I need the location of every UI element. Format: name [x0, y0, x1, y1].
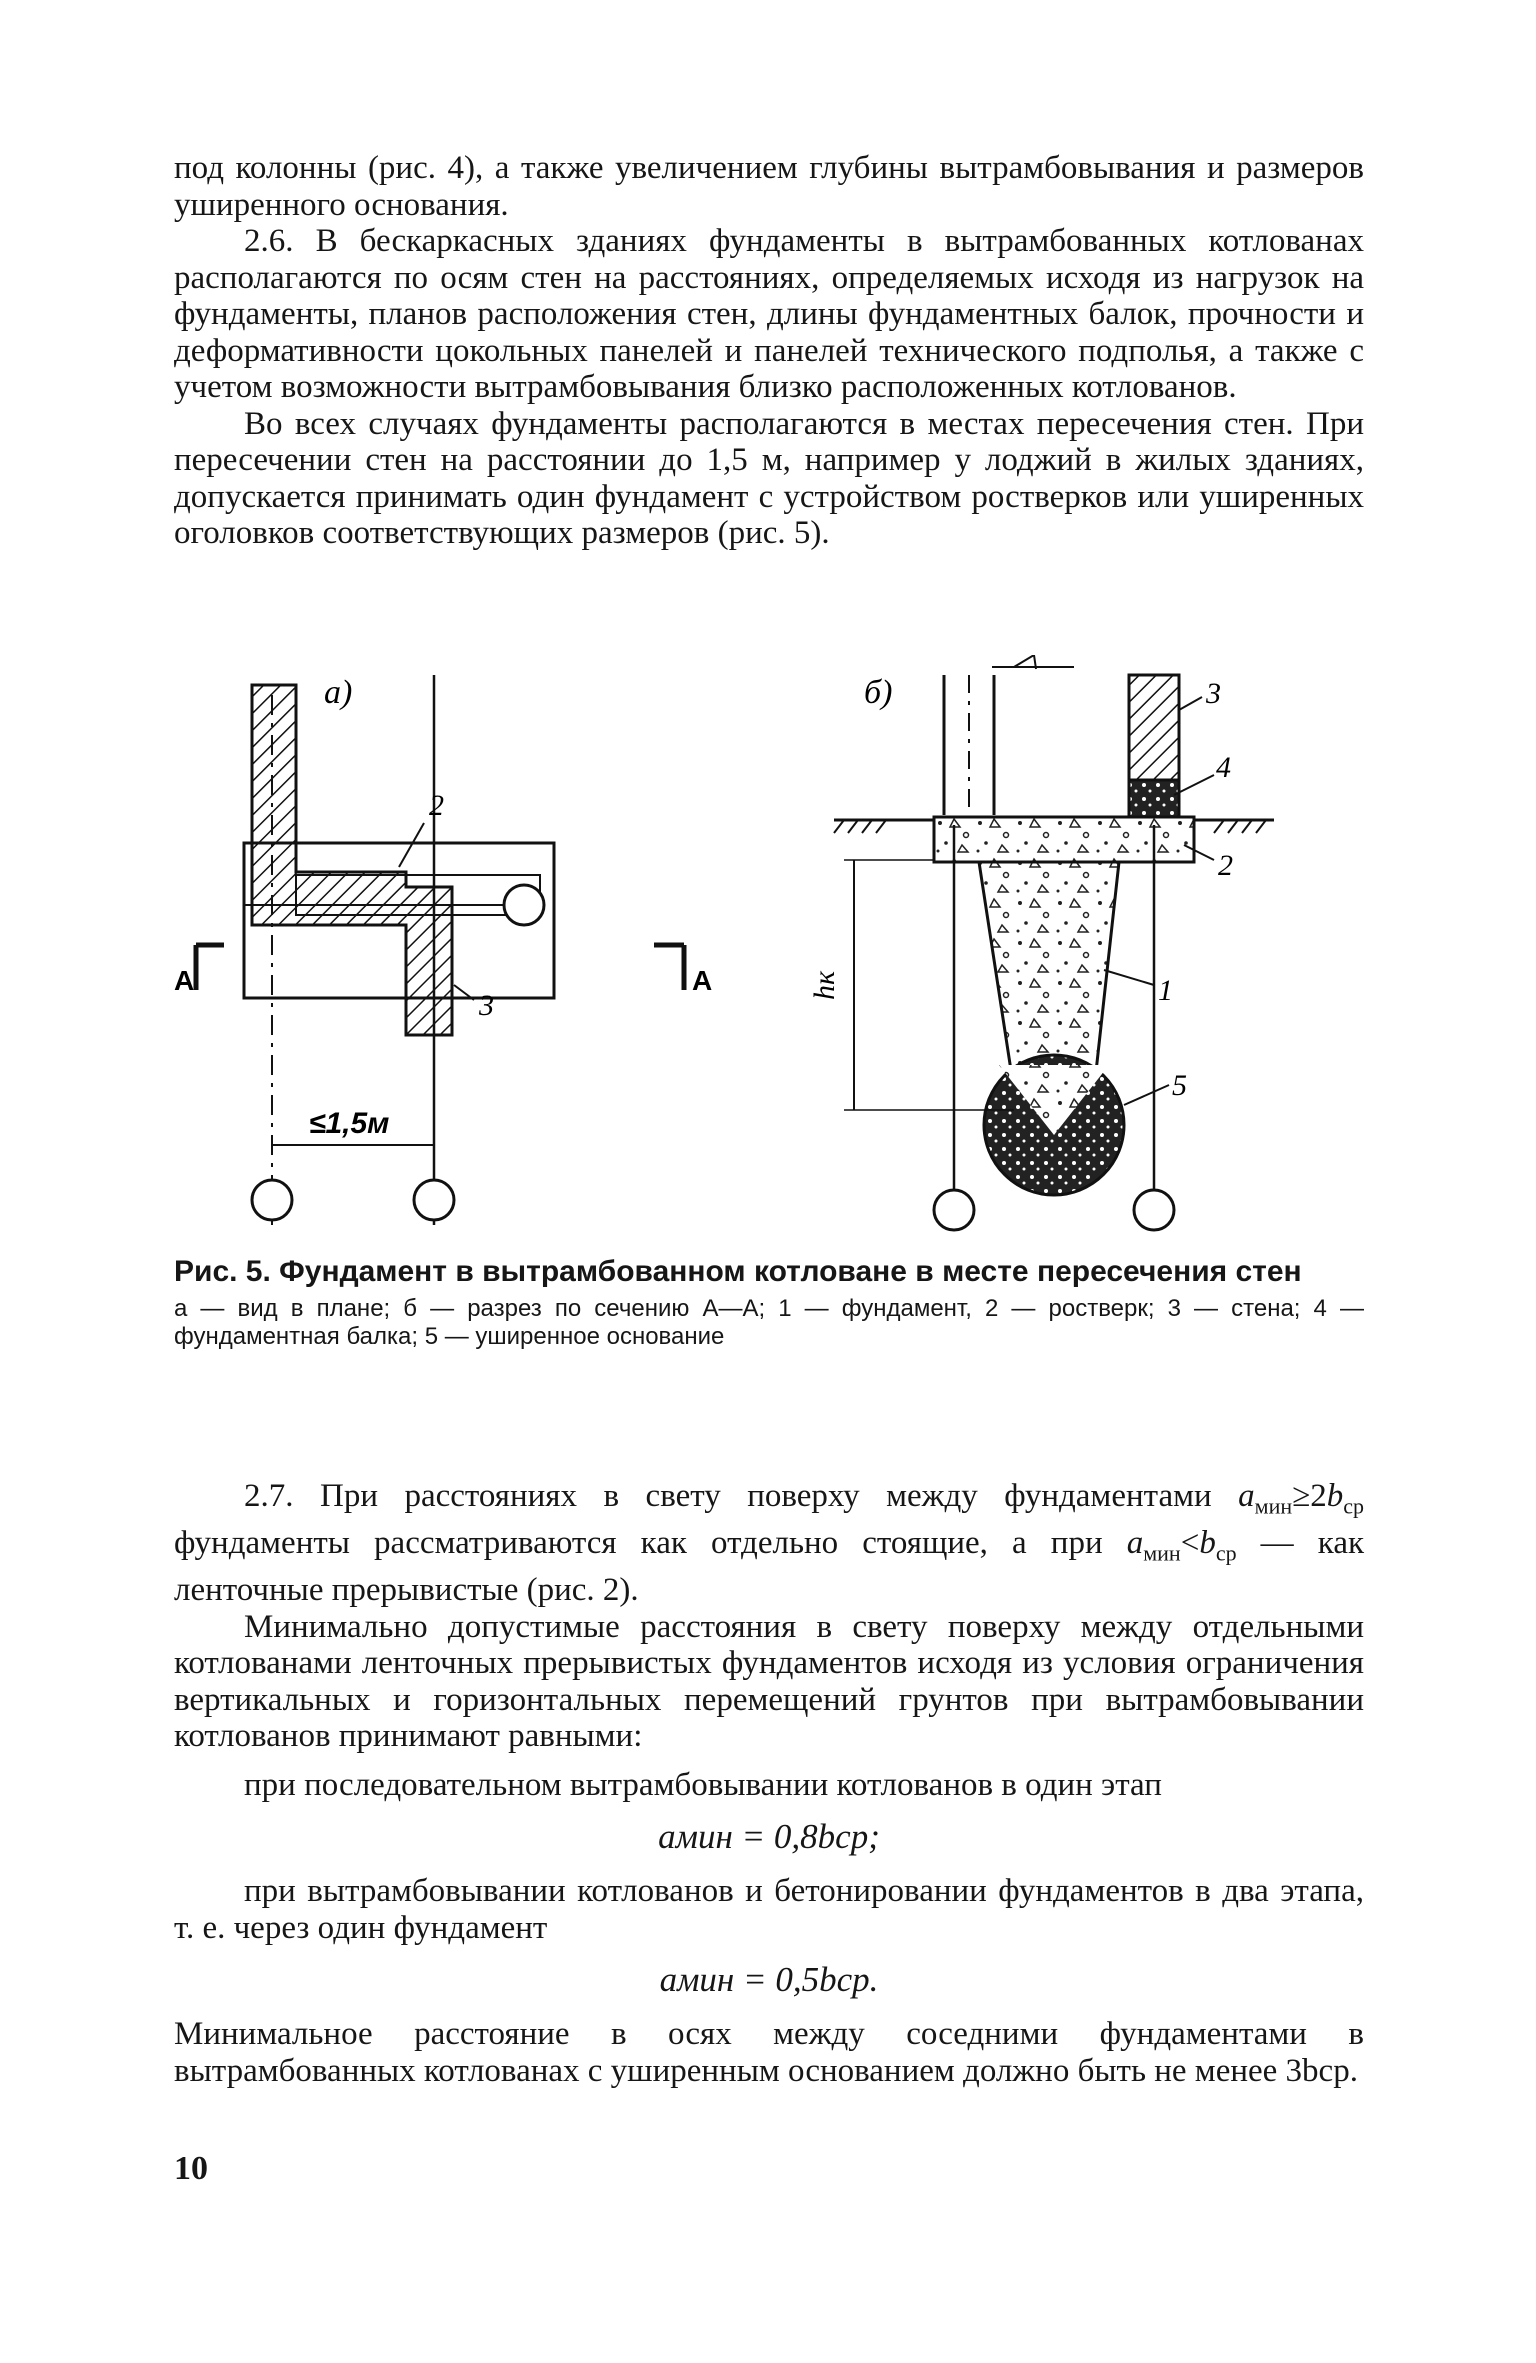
- callout-2: 2: [429, 789, 444, 822]
- callout-3: 3: [479, 989, 494, 1022]
- section-arrow-left: [196, 945, 224, 990]
- section-mark-left: А: [174, 965, 195, 996]
- section-mark-right: А: [692, 965, 713, 996]
- view-a-plan: [174, 674, 712, 1225]
- text-block-top: [174, 150, 1364, 552]
- page-number: 10: [174, 2150, 208, 2187]
- wall-hatched: [252, 685, 452, 1035]
- hk-label: hк: [808, 970, 841, 1000]
- callout-b2: 2: [1218, 849, 1233, 882]
- callout-b1: 1: [1158, 974, 1173, 1007]
- axis-marker-b-left: [934, 1190, 974, 1230]
- callout-b1-leader: [1104, 970, 1154, 985]
- paragraph-2-7: 2.7. При расстояниях в свету поверху между фундаментами $а_{мин}\ge 2b_{ср}$ фундаменты рассматриваются как отдельно стоящие, а при $а_{мин}<b_{ср}$ — как ленточные прерывистые (рис. 2).: [174, 1478, 1364, 1609]
- paragraph-2-6: 2.6. В бескаркасных зданиях фундаменты в вытрамбованных котлованах располагаются по осям стен на расстояниях, определяемых исходя из нагрузок на фундаменты, планов расположения стен, длины фундаментных балок, прочности и деформативности цокольных панелей и панелей технического подполья, а также с учетом возможности вытрамбовывания близко расположенных котлованов.: [174, 223, 1364, 405]
- callout-b5-leader: [1124, 1085, 1169, 1105]
- label-a: а): [324, 674, 353, 711]
- paragraph-3: Во всех случаях фундаменты располагаются в местах пересечения стен. При пересечении стен на расстоянии до 1,5 м, например у лоджий в жилых зданиях, допускается принимать один фундамент с устройством ростверков или уширенных оголовков соответствующих размеров (рис. 5).: [174, 405, 1364, 551]
- text-block-bottom: [174, 1478, 1364, 2089]
- callout-b3-leader: [1179, 697, 1202, 710]
- paragraph-one-stage: при последовательном вытрамбовывании котлованов в один этап: [244, 1766, 1162, 1803]
- paragraph-two-stage: при вытрамбовывании котлованов и бетонировании фундаментов в два этапа, т. е. через один фундамент: [174, 1873, 1364, 1946]
- paragraph-axis-distance: Минимальное расстояние в осях между соседними фундаментами в вытрамбованных котлованах с уширенным основанием должно быть не менее 3bср.: [174, 2016, 1364, 2089]
- dimension-label: ≤1,5м: [309, 1107, 390, 1140]
- axis-marker-right: [504, 885, 544, 925]
- caption-title: Рис. 5. Фундамент в вытрамбованном котловане в месте пересечения стен: [174, 1255, 1302, 1288]
- view-b-section: [808, 655, 1274, 1230]
- formula-2: aмин = 0,5bср.: [659, 1960, 879, 2000]
- foundation-beam: [1129, 780, 1179, 818]
- callout-b4: 4: [1216, 751, 1231, 784]
- figure-5: [174, 655, 1364, 1240]
- callout-2-leader: [399, 823, 424, 867]
- caption-legend: а — вид в плане; б — разрез по сечению А—А; 1 — фундамент, 2 — ростверк; 3 — стена; 4 — фундаментная балка; 5 — уширенное основание: [174, 1295, 1364, 1350]
- figure-5-drawing: [174, 655, 1364, 1240]
- wall-right-hatched: [1129, 675, 1179, 780]
- formula-1: aмин = 0,8bср;: [658, 1817, 880, 1857]
- axis-marker-bottom-right: [414, 1180, 454, 1220]
- figure-caption: [174, 1255, 1364, 1351]
- paragraph-1: под колонны (рис. 4), а также увеличением глубины вытрамбовывания и размеров уширенного основания.: [174, 150, 1364, 223]
- callout-b3: 3: [1206, 677, 1221, 710]
- axis-marker-b-right: [1134, 1190, 1174, 1230]
- label-b: б): [864, 674, 893, 711]
- paragraph-min-distance: Минимально допустимые расстояния в свету поверху между отдельными котлованами ленточных прерывистых фундаментов исходя из условия ограничения вертикальных и горизонтальных перемещений грунтов при вытрамбовывании котлованов принимают равными:: [174, 1608, 1364, 1755]
- section-arrow-right: [654, 945, 684, 990]
- axis-marker-bottom-left: [252, 1180, 292, 1220]
- callout-b5: 5: [1172, 1069, 1187, 1102]
